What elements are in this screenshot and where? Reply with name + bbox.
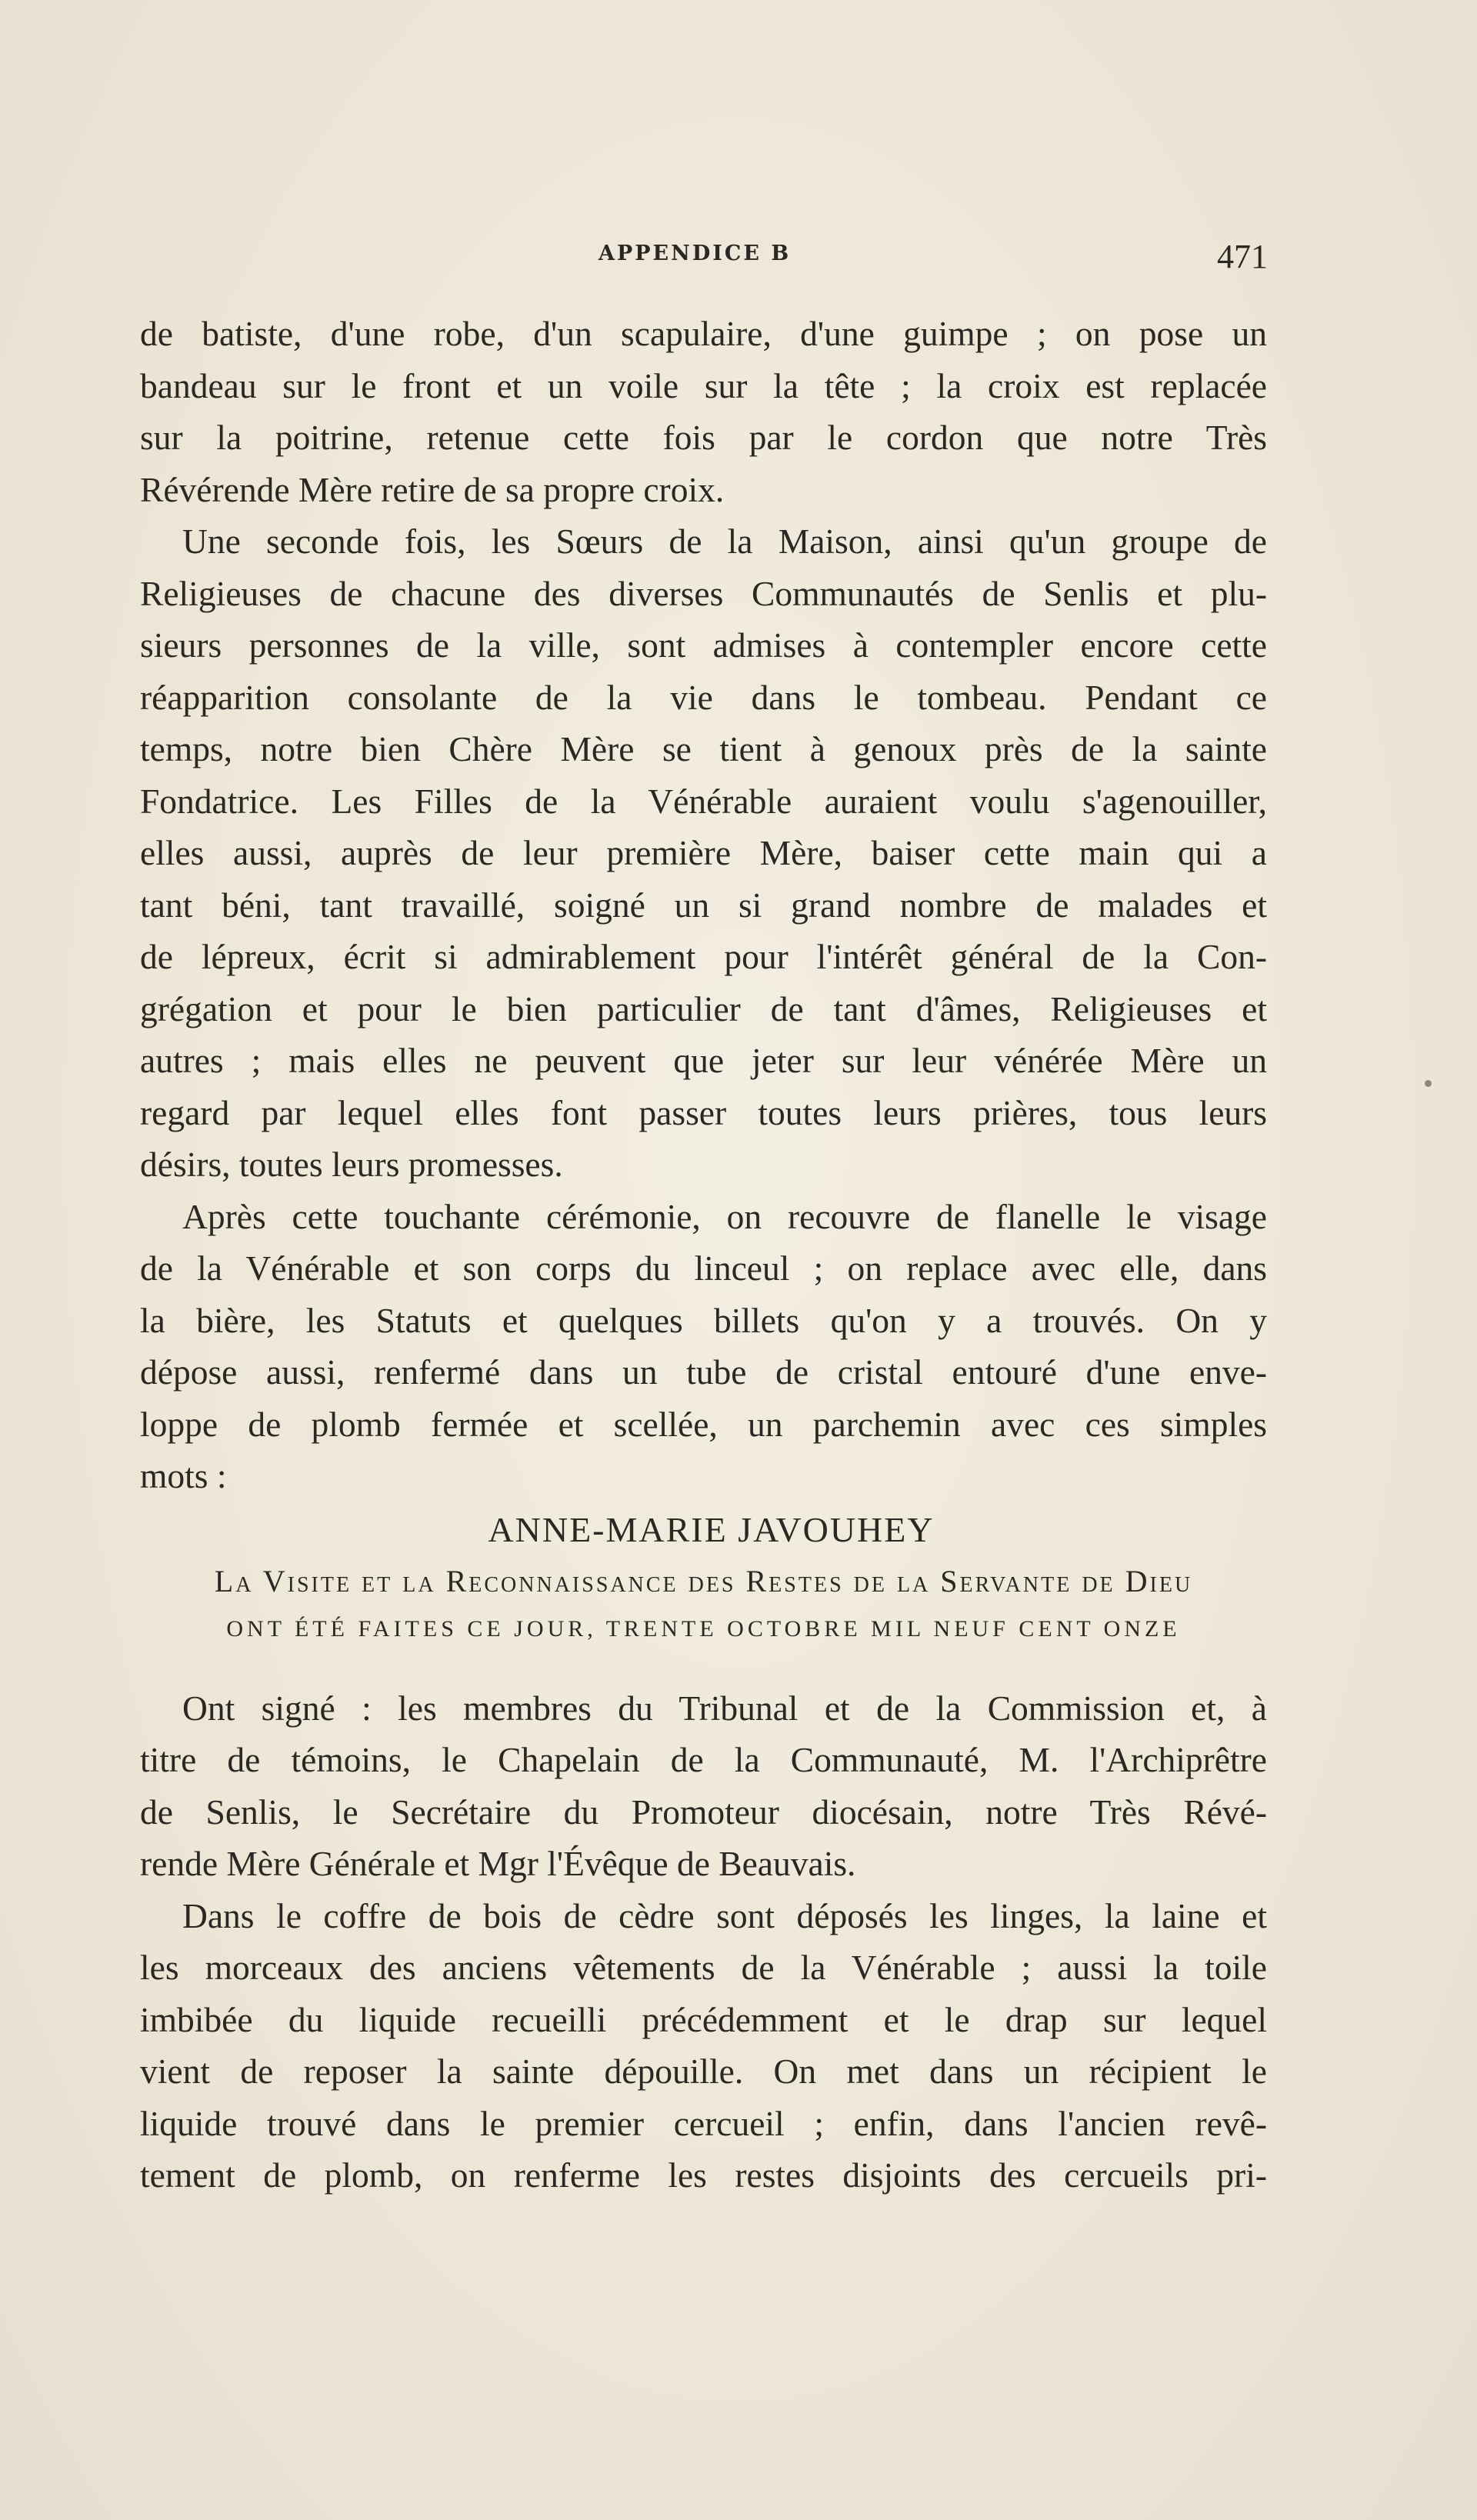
text-line: de Senlis, le Secrétaire du Promoteur diocésain, notre Très Révé- xyxy=(140,1792,1267,1832)
text-line: Révérende Mère retire de sa propre croix. xyxy=(140,469,725,509)
text-line: de lépreux, écrit si admirablement pour l'intérêt général de la Con- xyxy=(140,937,1267,976)
text-line: de batiste, d'une robe, d'un scapulaire, d'une guimpe ; on pose un xyxy=(140,314,1267,353)
text-line: sur la poitrine, retenue cette fois par le cordon que notre Très xyxy=(140,418,1267,457)
text-line: désirs, toutes leurs promesses. xyxy=(140,1145,563,1184)
page-number: 471 xyxy=(1217,238,1268,275)
page-header xyxy=(137,237,1268,283)
inscription-name: ANNE-MARIE JAVOUHEY xyxy=(488,1509,935,1549)
text-line: vient de reposer la sainte dépouille. On met dans un récipient le xyxy=(140,2052,1267,2091)
text-line: Fondatrice. Les Filles de la Vénérable auraient voulu s'agenouiller, xyxy=(140,781,1267,821)
text-line: de la Vénérable et son corps du linceul ; on replace avec elle, dans xyxy=(140,1248,1267,1288)
text-line: grégation et pour le bien particulier de tant d'âmes, Religieuses et xyxy=(140,988,1267,1028)
text-line: Religieuses de chacune des diverses Communautés de Senlis et plu- xyxy=(140,573,1267,613)
text-line: liquide trouvé dans le premier cercueil ; enfin, dans l'ancien revê- xyxy=(140,2103,1267,2143)
margin-speck xyxy=(1425,1080,1432,1087)
text-line: titre de témoins, le Chapelain de la Communauté, M. l'Archiprêtre xyxy=(140,1740,1267,1779)
running-head: APPENDICE B xyxy=(598,242,792,265)
text-line: autres ; mais elles ne peuvent que jeter sur leur vénérée Mère un xyxy=(140,1041,1267,1080)
body-text xyxy=(140,308,1267,2202)
text-line: sieurs personnes de la ville, sont admises à contempler encore cette xyxy=(140,625,1267,665)
text-line: regard par lequel elles font passer toutes leurs prières, tous leurs xyxy=(140,1092,1267,1132)
text-line: rende Mère Générale et Mgr l'Évêque de Beauvais. xyxy=(140,1844,856,1883)
text-line: tant béni, tant travaillé, soigné un si grand nombre de malades et xyxy=(140,885,1267,925)
text-line: loppe de plomb fermée et scellée, un parchemin avec ces simples xyxy=(140,1404,1267,1444)
text-line: les morceaux des anciens vêtements de la Vénérable ; aussi la toile xyxy=(140,1948,1267,1987)
text-line: dépose aussi, renfermé dans un tube de cristal entouré d'une enve- xyxy=(140,1352,1267,1392)
inscription-line-1: La Visite et la Reconnaissance des Restes de la Servante de Dieu xyxy=(214,1563,1193,1598)
text-line: Ont signé : les membres du Tribunal et de la Commission et, à xyxy=(182,1688,1267,1728)
inscription-line-2: ONT ÉTÉ FAITES CE JOUR, TRENTE OCTOBRE MIL NEUF CENT ONZE xyxy=(226,1615,1181,1642)
text-line: temps, notre bien Chère Mère se tient à genoux près de la sainte xyxy=(140,729,1267,768)
text-line: la bière, les Statuts et quelques billets qu'on y a trouvés. On y xyxy=(140,1300,1267,1340)
text-line: réapparition consolante de la vie dans le tombeau. Pendant ce xyxy=(140,677,1267,717)
text-line: mots : xyxy=(140,1456,227,1495)
text-line: imbibée du liquide recueilli précédemment et le drap sur lequel xyxy=(140,1999,1267,2039)
text-line: Après cette touchante cérémonie, on recouvre de flanelle le visage xyxy=(182,1196,1267,1236)
text-line: Une seconde fois, les Sœurs de la Maison, ainsi qu'un groupe de xyxy=(182,522,1267,561)
text-line: Dans le coffre de bois de cèdre sont déposés les linges, la laine et xyxy=(182,1895,1267,1935)
text-line: elles aussi, auprès de leur première Mère, baiser cette main qui a xyxy=(140,833,1267,872)
text-line: bandeau sur le front et un voile sur la tête ; la croix est replacée xyxy=(140,365,1267,405)
text-line: tement de plomb, on renferme les restes disjoints des cercueils pri- xyxy=(140,2155,1267,2195)
